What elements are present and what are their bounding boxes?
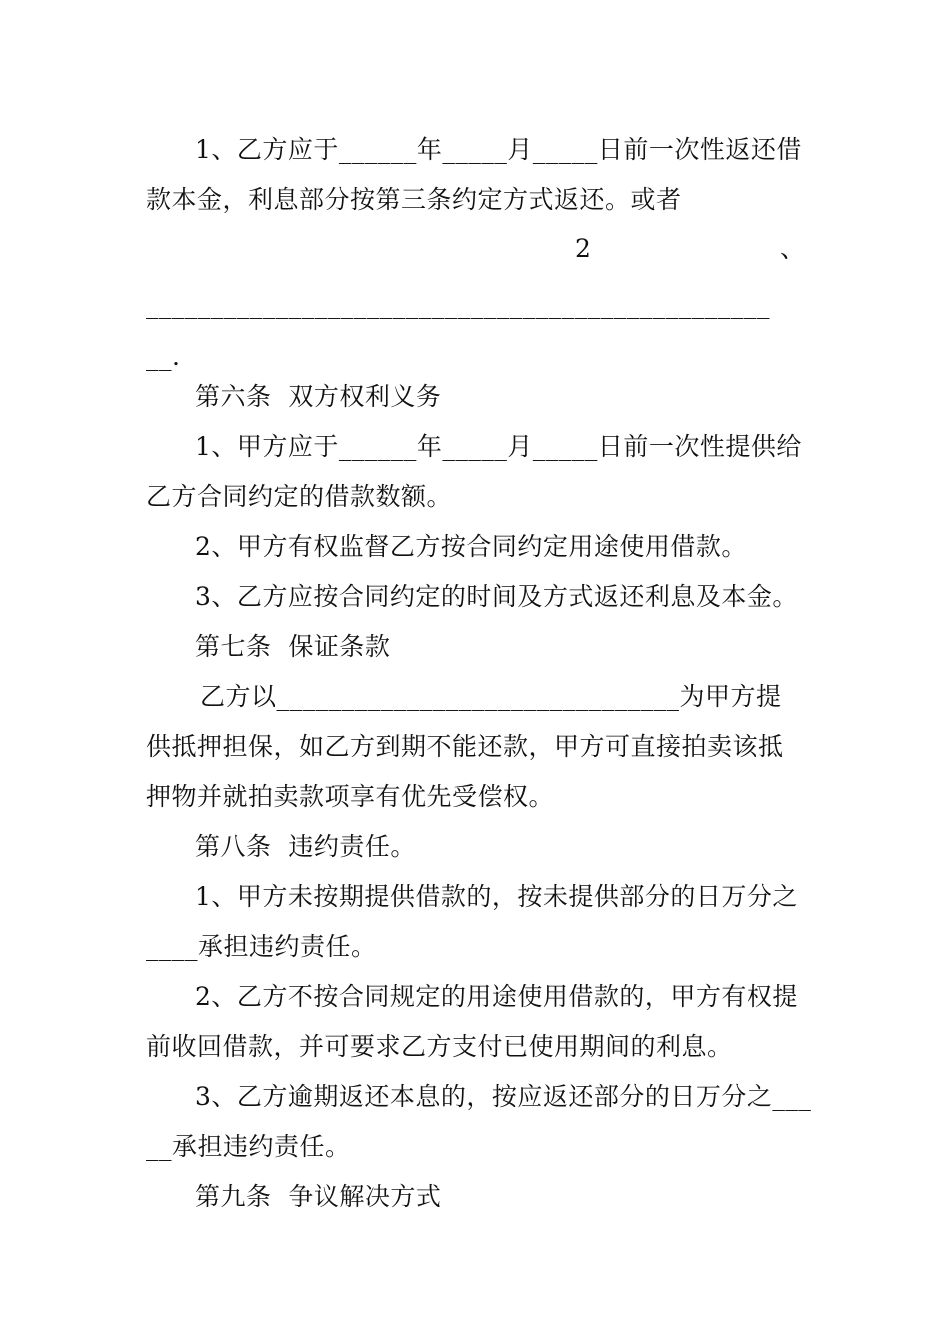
paragraph-line: 押物并就拍卖款项享有优先受偿权。 bbox=[146, 782, 555, 811]
paragraph-number: 2 bbox=[575, 234, 591, 263]
section-heading: 第九条 争议解决方式 bbox=[195, 1182, 442, 1211]
blank-fill-line: __. bbox=[146, 342, 181, 371]
section-heading: 第八条 违约责任。 bbox=[195, 832, 416, 861]
paragraph-line: 前收回借款，并可要求乙方支付已使用期间的利息。 bbox=[146, 1032, 733, 1061]
paragraph-line: 2、甲方有权监督乙方按合同约定用途使用借款。 bbox=[195, 532, 747, 561]
paragraph-line: 3、乙方逾期返还本息的，按应返还部分的日万分之___ bbox=[195, 1082, 812, 1111]
paragraph-line: 1、乙方应于______年_____月_____日前一次性返还借 bbox=[195, 135, 802, 164]
paragraph-mark: 、 bbox=[780, 234, 806, 263]
section-heading: 第六条 双方权利义务 bbox=[195, 382, 442, 411]
paragraph-line: 1、甲方未按期提供借款的，按未提供部分的日万分之 bbox=[195, 882, 798, 911]
blank-fill-line: ________________________________________________ bbox=[146, 290, 770, 319]
paragraph-line: 乙方合同约定的借款数额。 bbox=[146, 482, 453, 511]
paragraph-line: 款本金，利息部分按第三条约定方式返还。或者 bbox=[146, 185, 682, 214]
paragraph-line: 3、乙方应按合同约定的时间及方式返还利息及本金。 bbox=[195, 582, 798, 611]
paragraph-line: ____承担违约责任。 bbox=[146, 932, 377, 961]
paragraph-line: 供抵押担保，如乙方到期不能还款，甲方可直接拍卖该抵 bbox=[146, 732, 784, 761]
paragraph-line: 乙方以_______________________________为甲方提 bbox=[200, 682, 782, 711]
paragraph-line: __承担违约责任。 bbox=[146, 1132, 351, 1161]
section-heading: 第七条 保证条款 bbox=[195, 632, 391, 661]
paragraph-line: 2、乙方不按合同规定的用途使用借款的，甲方有权提 bbox=[195, 982, 798, 1011]
paragraph-line: 1、甲方应于______年_____月_____日前一次性提供给 bbox=[195, 432, 802, 461]
